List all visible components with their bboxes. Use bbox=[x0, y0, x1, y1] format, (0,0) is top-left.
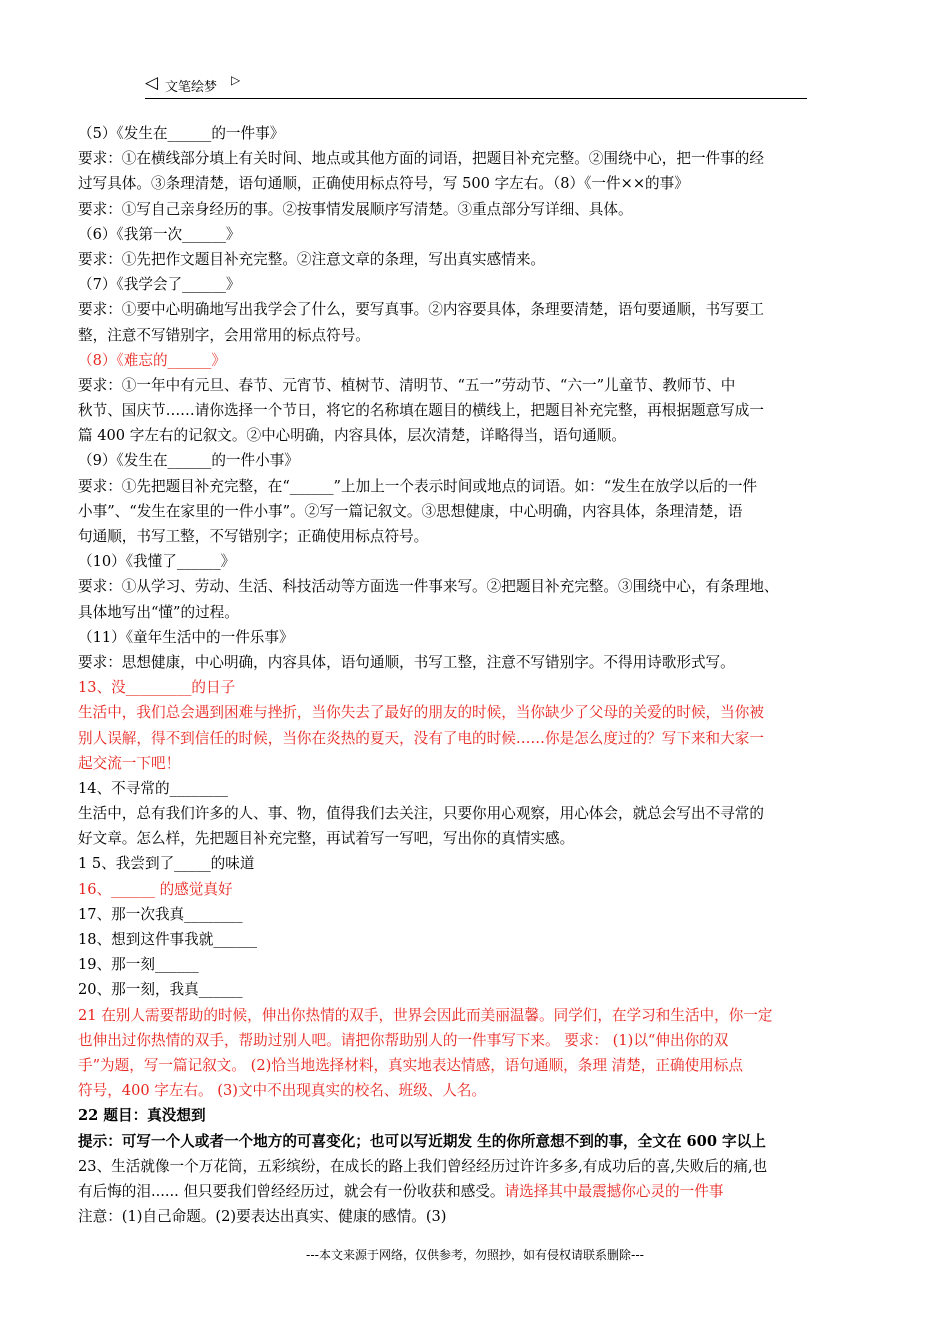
text-line bbox=[78, 776, 878, 801]
line-text: 要求：①一年中有元旦、春节、元宵节、植树节、清明节、“五一”劳动节、“六一”儿童节、教师节、中 bbox=[78, 376, 736, 394]
line-text: 好文章。怎么样，先把题目补充完整，再试着写一写吧，写出你的真情实感。 bbox=[78, 830, 575, 848]
line-text: 14、不寻常的________ bbox=[78, 779, 228, 797]
text-line bbox=[78, 1129, 878, 1154]
line-text: 要求：①要中心明确地写出我学会了什么，要写真事。②内容要具体，条理要清楚，语句要通顺，书写要工 bbox=[78, 301, 764, 319]
line-text: 别人误解，得不到信任的时候，当你在炎热的夏天，没有了电的时候……你是怎么度过的？写下来和大家一 bbox=[78, 729, 764, 747]
line-text: （5）《发生在______的一件事》 bbox=[78, 125, 285, 142]
text-line bbox=[78, 675, 878, 700]
line-text: 生活中，我们总会遇到困难与挫折，当你失去了最好的朋友的时候，当你缺少了父母的关爱的时候，当你被 bbox=[78, 704, 764, 722]
line-text: 要求：①从学习、劳动、生活、科技活动等方面选一件事来写。②把题目补充完整。③围绕中心，有条理地、 bbox=[78, 578, 779, 596]
text-line bbox=[78, 146, 878, 171]
text-line bbox=[78, 323, 878, 348]
text-line bbox=[78, 851, 878, 876]
line-text: 起交流一下吧！ bbox=[78, 754, 181, 772]
right-triangle-icon: ▷ bbox=[231, 73, 241, 87]
text-line bbox=[78, 171, 878, 196]
text-line bbox=[78, 448, 878, 473]
line-text: （6）《我第一次______》 bbox=[78, 225, 241, 243]
text-line bbox=[78, 121, 878, 146]
text-line bbox=[78, 423, 878, 448]
text-line bbox=[78, 650, 878, 675]
line-text: 23、生活就像一个万花筒，五彩缤纷，在成长的路上我们曾经经历过许许多多,有成功后的喜,失败后的痛,也 bbox=[78, 1157, 768, 1175]
document-body bbox=[78, 121, 878, 1229]
line-text: 17、那一次我真________ bbox=[78, 905, 243, 923]
line-text: 注意：(1)自己命题。(2)要表达出真实、健康的感情。(3) bbox=[78, 1208, 447, 1226]
line-text: 22 题目：真没想到 bbox=[78, 1107, 206, 1125]
text-line bbox=[78, 272, 878, 297]
text-line bbox=[78, 247, 878, 272]
text-line bbox=[78, 499, 878, 524]
line-text: 秋节、国庆节……请你选择一个节日，将它的名称填在题目的横线上，把题目补充完整，再根据题意写成一 bbox=[78, 402, 764, 420]
line-text: 要求：①先把题目补充完整，在“______”上加上一个表示时间或地点的词语。如：“发生在放学以后的一件 bbox=[78, 477, 758, 495]
line-text: 小事”、“发生在家里的一件小事”。②写一篇记叙文。③思想健康，中心明确，内容具体，条理清楚，语 bbox=[78, 502, 743, 520]
line-text: 符号，400 字左右。 (3)文中不出现真实的校名、班级、人名。 bbox=[78, 1082, 487, 1100]
text-line bbox=[78, 877, 878, 902]
line-text: 过写具体。③条理清楚，语句通顺，正确使用标点符号，写 500 字左右。（8）《一件××的事》 bbox=[78, 175, 689, 193]
text-line bbox=[78, 952, 878, 977]
text-line bbox=[78, 927, 878, 952]
text-line bbox=[78, 524, 878, 549]
text-line bbox=[78, 1003, 878, 1028]
text-line bbox=[78, 348, 878, 373]
line-text: （10）《我懂了______》 bbox=[78, 553, 236, 571]
line-text: 提示：可写一个人或者一个地方的可喜变化；也可以写近期发 生的你所意想不到的事，全文在 600 字以上 bbox=[78, 1132, 766, 1150]
line-text: 句通顺，书写工整，不写错别字；正确使用标点符号。 bbox=[78, 528, 429, 545]
line-text: 生活中，总有我们许多的人、事、物，值得我们去关注，只要你用心观察，用心体会，就总会写出不寻常的 bbox=[78, 805, 764, 823]
text-line bbox=[78, 474, 878, 499]
text-line bbox=[78, 574, 878, 599]
line-text: （11）《童年生活中的一件乐事》 bbox=[78, 628, 294, 646]
text-line bbox=[78, 625, 878, 650]
line-text: 有后悔的泪...... 但只要我们曾经经历过，就会有一份收获和感受。 bbox=[78, 1182, 505, 1200]
text-line bbox=[78, 826, 878, 851]
text-line bbox=[78, 700, 878, 725]
line-text: 16、______ 的感觉真好 bbox=[78, 880, 233, 898]
footer-disclaimer: ---本文来源于网络，仅供参考，勿照抄，如有侵权请联系删除--- bbox=[306, 1248, 644, 1262]
page-header bbox=[145, 70, 807, 99]
line-text: 具体地写出“懂”的过程。 bbox=[78, 603, 239, 621]
text-line bbox=[78, 1078, 878, 1103]
line-text: 18、想到这件事我就______ bbox=[78, 931, 258, 948]
left-triangle-icon: ◁ bbox=[145, 73, 159, 93]
text-line bbox=[78, 751, 878, 776]
line-text: 要求：①写自己亲身经历的事。②按事情发展顺序写清楚。③重点部分写详细、具体。 bbox=[78, 200, 633, 218]
line-text: （7）《我学会了______》 bbox=[78, 276, 241, 294]
line-text: （9）《发生在______的一件小事》 bbox=[78, 452, 299, 470]
text-line bbox=[78, 902, 878, 927]
text-line bbox=[78, 222, 878, 247]
line-text: 1 5、我尝到了_____的味道 bbox=[78, 855, 255, 873]
text-line bbox=[78, 1103, 878, 1128]
text-line bbox=[78, 398, 878, 423]
line-text: 整，注意不写错别字，会用常用的标点符号。 bbox=[78, 326, 370, 344]
text-line bbox=[78, 726, 878, 751]
line-text: 篇 400 字左右的记叙文。②中心明确，内容具体，层次清楚，详略得当，语句通顺。 bbox=[78, 427, 626, 445]
text-line bbox=[78, 297, 878, 322]
line-text: 要求：①先把作文题目补充完整。②注意文章的条理，写出真实感情来。 bbox=[78, 250, 546, 268]
text-line bbox=[78, 373, 878, 398]
text-line bbox=[78, 600, 878, 625]
line-text: 21 在别人需要帮助的时候，伸出你热情的双手，世界会因此而美丽温馨。同学们，在学习和生活中，你一定 bbox=[78, 1006, 773, 1024]
header-title: 文笔绘梦 bbox=[165, 80, 218, 95]
text-line bbox=[78, 1053, 878, 1078]
text-line bbox=[78, 1179, 878, 1204]
text-line bbox=[78, 977, 878, 1002]
line-text: 19、那一刻______ bbox=[78, 956, 199, 974]
line-text: 13、没_________的日子 bbox=[78, 679, 236, 697]
line-text: 要求：思想健康，中心明确，内容具体，语句通顺，书写工整，注意不写错别字。不得用诗歌形式写。 bbox=[78, 653, 735, 671]
text-line bbox=[78, 1028, 878, 1053]
line-text: 也伸出过你热情的双手，帮助过别人吧。请把你帮助别人的一件事写下来。 要求： (1)以“伸出你的双 bbox=[78, 1031, 729, 1049]
text-line bbox=[78, 197, 878, 222]
line-text: 要求：①在横线部分填上有关时间、地点或其他方面的词语，把题目补充完整。②围绕中心，把一件事的经 bbox=[78, 150, 764, 168]
text-line bbox=[78, 801, 878, 826]
line-red-tail: 请选择其中最震撼你心灵的一件事 bbox=[504, 1182, 724, 1200]
text-line bbox=[78, 549, 878, 574]
text-line bbox=[78, 1154, 878, 1179]
line-text: 手”为题，写一篇记叙文。 (2)恰当地选择材料，真实地表达情感，语句通顺，条理 清楚，正确使用标点 bbox=[78, 1056, 743, 1074]
line-text: （8）《难忘的______》 bbox=[78, 351, 226, 369]
line-text: 20、那一刻，我真______ bbox=[78, 981, 243, 999]
text-line bbox=[78, 1204, 878, 1229]
